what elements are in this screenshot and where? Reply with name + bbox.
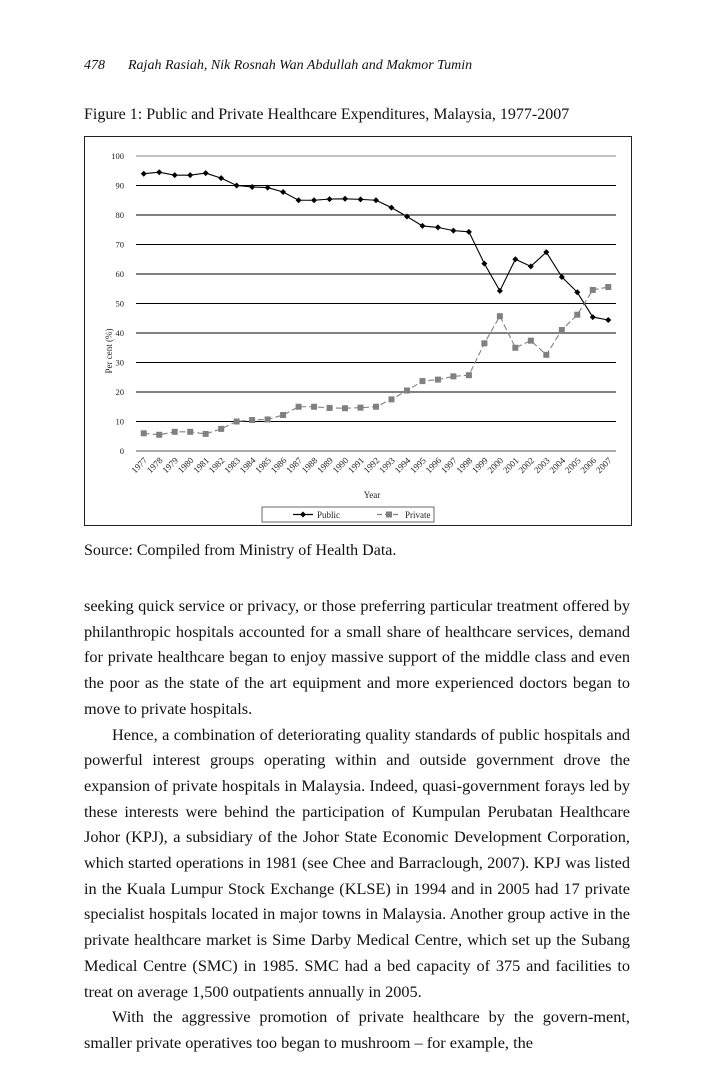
data-point-public bbox=[296, 197, 302, 203]
data-point-private bbox=[203, 431, 209, 437]
x-tick-label: 1990 bbox=[330, 455, 351, 476]
y-tick-label: 70 bbox=[115, 239, 124, 250]
data-point-public bbox=[419, 223, 425, 229]
data-point-public bbox=[590, 314, 596, 320]
x-tick-label: 1981 bbox=[191, 455, 212, 476]
data-point-private bbox=[311, 404, 317, 410]
data-point-private bbox=[605, 284, 611, 290]
data-point-private bbox=[280, 412, 286, 418]
x-tick-label: 2007 bbox=[593, 455, 614, 476]
data-point-private bbox=[156, 432, 162, 438]
x-tick-label: 1997 bbox=[439, 455, 459, 476]
data-point-private bbox=[373, 404, 379, 410]
x-tick-label: 2004 bbox=[547, 455, 568, 476]
data-point-public bbox=[342, 196, 348, 202]
data-point-private bbox=[358, 405, 364, 411]
data-point-public bbox=[481, 261, 487, 267]
y-tick-label: 30 bbox=[115, 357, 124, 368]
y-tick-label: 80 bbox=[115, 210, 124, 220]
x-tick-label: 1992 bbox=[361, 455, 382, 476]
y-tick-label: 0 bbox=[119, 446, 124, 456]
data-point-public bbox=[141, 171, 147, 177]
data-point-private bbox=[265, 416, 271, 422]
x-tick-label: 2001 bbox=[500, 455, 521, 476]
data-point-private bbox=[172, 429, 178, 435]
x-tick-label: 1978 bbox=[144, 455, 165, 476]
data-point-private bbox=[187, 429, 193, 435]
data-point-public bbox=[327, 196, 333, 202]
data-point-public bbox=[234, 183, 240, 189]
data-point-private bbox=[512, 345, 518, 351]
data-point-private bbox=[435, 377, 441, 383]
x-tick-label: 1982 bbox=[206, 455, 227, 476]
data-point-public bbox=[187, 172, 193, 178]
data-point-private bbox=[296, 404, 302, 410]
data-point-public bbox=[512, 256, 518, 262]
data-point-public bbox=[450, 228, 456, 234]
x-tick-label: 1987 bbox=[284, 455, 304, 476]
data-point-private bbox=[497, 313, 503, 319]
data-point-private bbox=[466, 372, 472, 378]
x-tick-label: 1989 bbox=[315, 455, 335, 476]
y-tick-label: 20 bbox=[115, 387, 124, 397]
x-axis-ticks bbox=[129, 455, 614, 475]
data-point-private bbox=[481, 340, 487, 346]
data-point-public bbox=[404, 213, 410, 219]
data-point-public bbox=[218, 175, 224, 181]
data-point-public bbox=[203, 170, 209, 176]
x-tick-label: 1996 bbox=[423, 455, 444, 476]
data-point-public bbox=[497, 288, 503, 294]
data-point-public bbox=[311, 197, 317, 203]
x-tick-label: 1977 bbox=[129, 455, 150, 476]
x-tick-label: 1998 bbox=[454, 455, 475, 476]
x-tick-label: 1983 bbox=[222, 455, 243, 476]
x-tick-label: 1980 bbox=[175, 455, 196, 476]
data-point-private bbox=[450, 373, 456, 379]
data-point-private bbox=[388, 396, 394, 402]
y-tick-label: 40 bbox=[115, 328, 124, 338]
x-tick-label: 2006 bbox=[578, 455, 599, 476]
x-tick-label: 1994 bbox=[392, 455, 413, 476]
chart-legend bbox=[262, 507, 434, 522]
data-point-private bbox=[342, 405, 348, 411]
running-head-authors: Rajah Rasiah, Nik Rosnah Wan Abdullah and Makmor Tumin bbox=[128, 58, 473, 73]
data-point-public bbox=[358, 196, 364, 202]
x-tick-label: 2002 bbox=[516, 455, 537, 476]
data-point-private bbox=[141, 430, 147, 436]
data-point-public bbox=[280, 189, 286, 195]
paragraph: seeking quick service or privacy, or those preferring particular treatment offered by philanthropic hospitals accounted for a small share of healthcare services, demand for private healthcare began to enjoy massive support of the middle class and even the poor as the state of the art equipment and more experienced doctors began to move to private hospitals. bbox=[84, 596, 630, 718]
y-tick-label: 10 bbox=[115, 416, 124, 427]
legend-label-private: Private bbox=[405, 510, 431, 520]
x-tick-label: 2003 bbox=[531, 455, 552, 476]
line-chart bbox=[85, 137, 631, 525]
series-line-public bbox=[144, 172, 609, 320]
y-axis-ticks bbox=[111, 151, 124, 456]
x-tick-label: 1985 bbox=[253, 455, 274, 476]
data-point-public bbox=[435, 224, 441, 230]
x-tick-label: 1999 bbox=[470, 455, 490, 476]
x-tick-label: 2005 bbox=[562, 455, 583, 476]
x-tick-label: 1993 bbox=[377, 455, 397, 476]
x-axis-label: Year bbox=[363, 490, 381, 500]
x-tick-label: 1995 bbox=[408, 455, 428, 476]
x-tick-label: 2000 bbox=[485, 455, 506, 476]
running-head bbox=[84, 58, 472, 74]
data-point-public bbox=[605, 317, 611, 323]
data-point-public bbox=[388, 205, 394, 211]
x-tick-label: 1991 bbox=[346, 455, 366, 476]
y-tick-label: 90 bbox=[115, 180, 124, 191]
paragraph: Hence, a combination of deteriorating quality standards of public hospitals and powerful interest groups operating within and outside government drove the expansion of private hospitals in Malaysia. Indeed, quasi-government forays led by these interests were behind the participation of Kumpulan Perubatan Healthcare Johor (KPJ), a subsidiary of the Johor State Economic Development Corporation, which started operations in 1981 (see Chee and Barraclough, 2007). KPJ was listed in the Kuala Lumpur Stock Exchange (KLSE) in 1994 and in 2005 had 17 private specialist hospitals located in major towns in Malaysia. Another group active in the private healthcare market is Sime Darby Medical Centre, which set up the Subang Medical Centre (SMC) in 1985. SMC had a bed capacity of 375 and facilities to treat on average 1,500 outpatients annually in 2005. bbox=[84, 724, 630, 1001]
data-point-private bbox=[574, 312, 580, 318]
legend-label-public: Public bbox=[317, 510, 341, 520]
legend-marker-private bbox=[386, 512, 392, 518]
data-point-private bbox=[327, 405, 333, 411]
x-tick-label: 1988 bbox=[299, 455, 320, 476]
y-tick-label: 50 bbox=[115, 298, 124, 309]
y-tick-label: 60 bbox=[115, 269, 124, 279]
data-point-public bbox=[172, 172, 178, 178]
data-point-private bbox=[249, 417, 255, 423]
data-point-private bbox=[543, 352, 549, 358]
y-axis-label: Per cent (%) bbox=[104, 328, 114, 374]
series-line-private bbox=[144, 287, 609, 435]
x-tick-label: 1986 bbox=[268, 455, 289, 476]
figure-caption: Figure 1: Public and Private Healthcare Expenditures, Malaysia, 1977-2007 bbox=[84, 106, 570, 123]
figure-chart bbox=[84, 136, 632, 526]
body-text bbox=[84, 593, 630, 1056]
figure-source: Source: Compiled from Ministry of Health Data. bbox=[84, 542, 397, 559]
data-point-private bbox=[404, 388, 410, 394]
data-point-public bbox=[373, 197, 379, 203]
page-number: 478 bbox=[84, 58, 105, 73]
data-point-public bbox=[466, 229, 472, 235]
data-point-private bbox=[419, 378, 425, 384]
data-point-public bbox=[249, 184, 255, 190]
paragraph: With the aggressive promotion of private healthcare by the govern-ment, smaller private operatives too began to mushroom – for example, the bbox=[84, 1007, 630, 1052]
data-point-private bbox=[234, 419, 240, 425]
data-point-private bbox=[218, 426, 224, 432]
y-tick-label: 100 bbox=[111, 151, 124, 161]
data-point-private bbox=[528, 338, 534, 344]
data-point-public bbox=[156, 169, 162, 175]
x-tick-label: 1984 bbox=[237, 455, 258, 476]
data-point-private bbox=[590, 287, 596, 293]
data-point-private bbox=[559, 327, 565, 333]
x-tick-label: 1979 bbox=[160, 455, 181, 476]
